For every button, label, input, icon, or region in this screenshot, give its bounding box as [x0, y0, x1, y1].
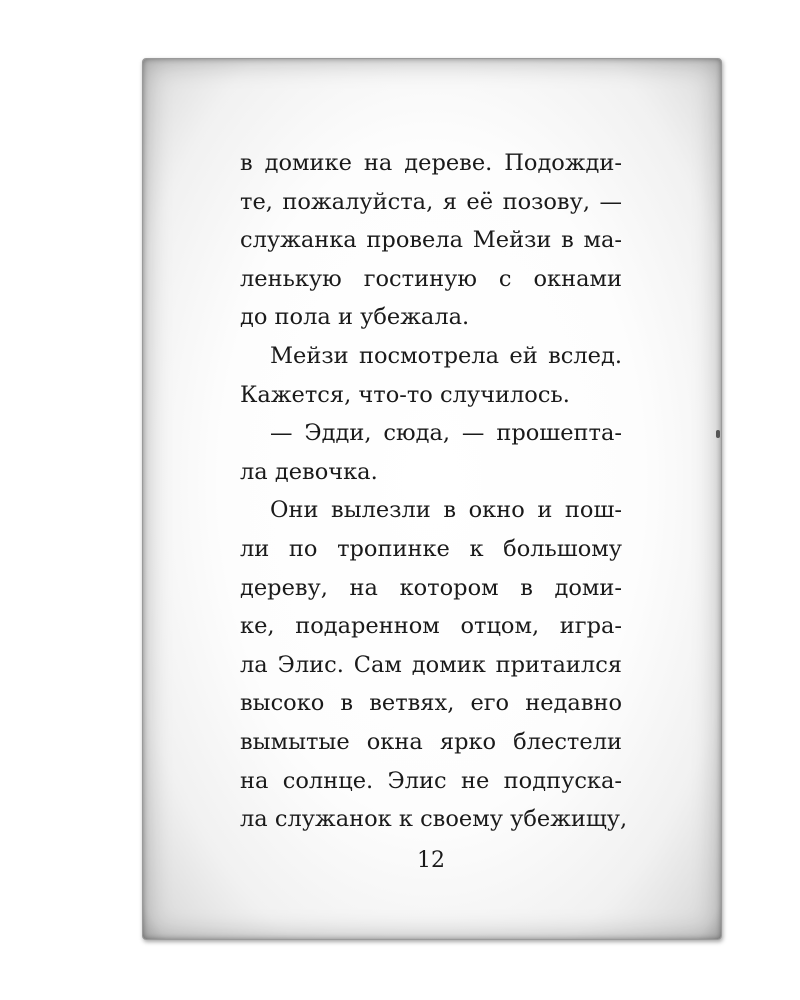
text-line: — Эдди, сюда, — прошепта- — [270, 420, 622, 447]
text-line: ла девочка. — [240, 458, 378, 485]
page-edge-mark — [716, 430, 720, 438]
text-line: Они вылезли в окно и пош- — [270, 497, 622, 524]
text-line: до пола и убежала. — [240, 304, 470, 331]
text-line: ленькую гостиную с окнами — [240, 265, 622, 292]
text-line: высоко в ветвях, его недавно — [240, 690, 622, 717]
text-line: Кажется, что-то случилось. — [240, 381, 570, 408]
text-line: ла служанок к своему убежищу, — [240, 806, 628, 833]
text-line: служанка провела Мейзи в ма- — [240, 227, 622, 254]
text-line: дереву, на котором в доми- — [240, 574, 622, 601]
text-line: на солнце. Элис не подпуска- — [240, 767, 622, 794]
text-line: ке, подаренном отцом, игра- — [240, 613, 622, 640]
text-line: ла Элис. Сам домик притаился — [240, 651, 622, 678]
text-line: вымытые окна ярко блестели — [240, 728, 622, 755]
text-line: Мейзи посмотрела ей вслед. — [270, 342, 622, 369]
text-line: ли по тропинке к большому — [240, 535, 622, 562]
page-number: 12 — [417, 848, 445, 873]
text-line: те, пожалуйста, я её позову, — — [240, 188, 622, 215]
body-text — [240, 144, 628, 839]
text-line: в домике на дереве. Подожди- — [240, 150, 622, 176]
